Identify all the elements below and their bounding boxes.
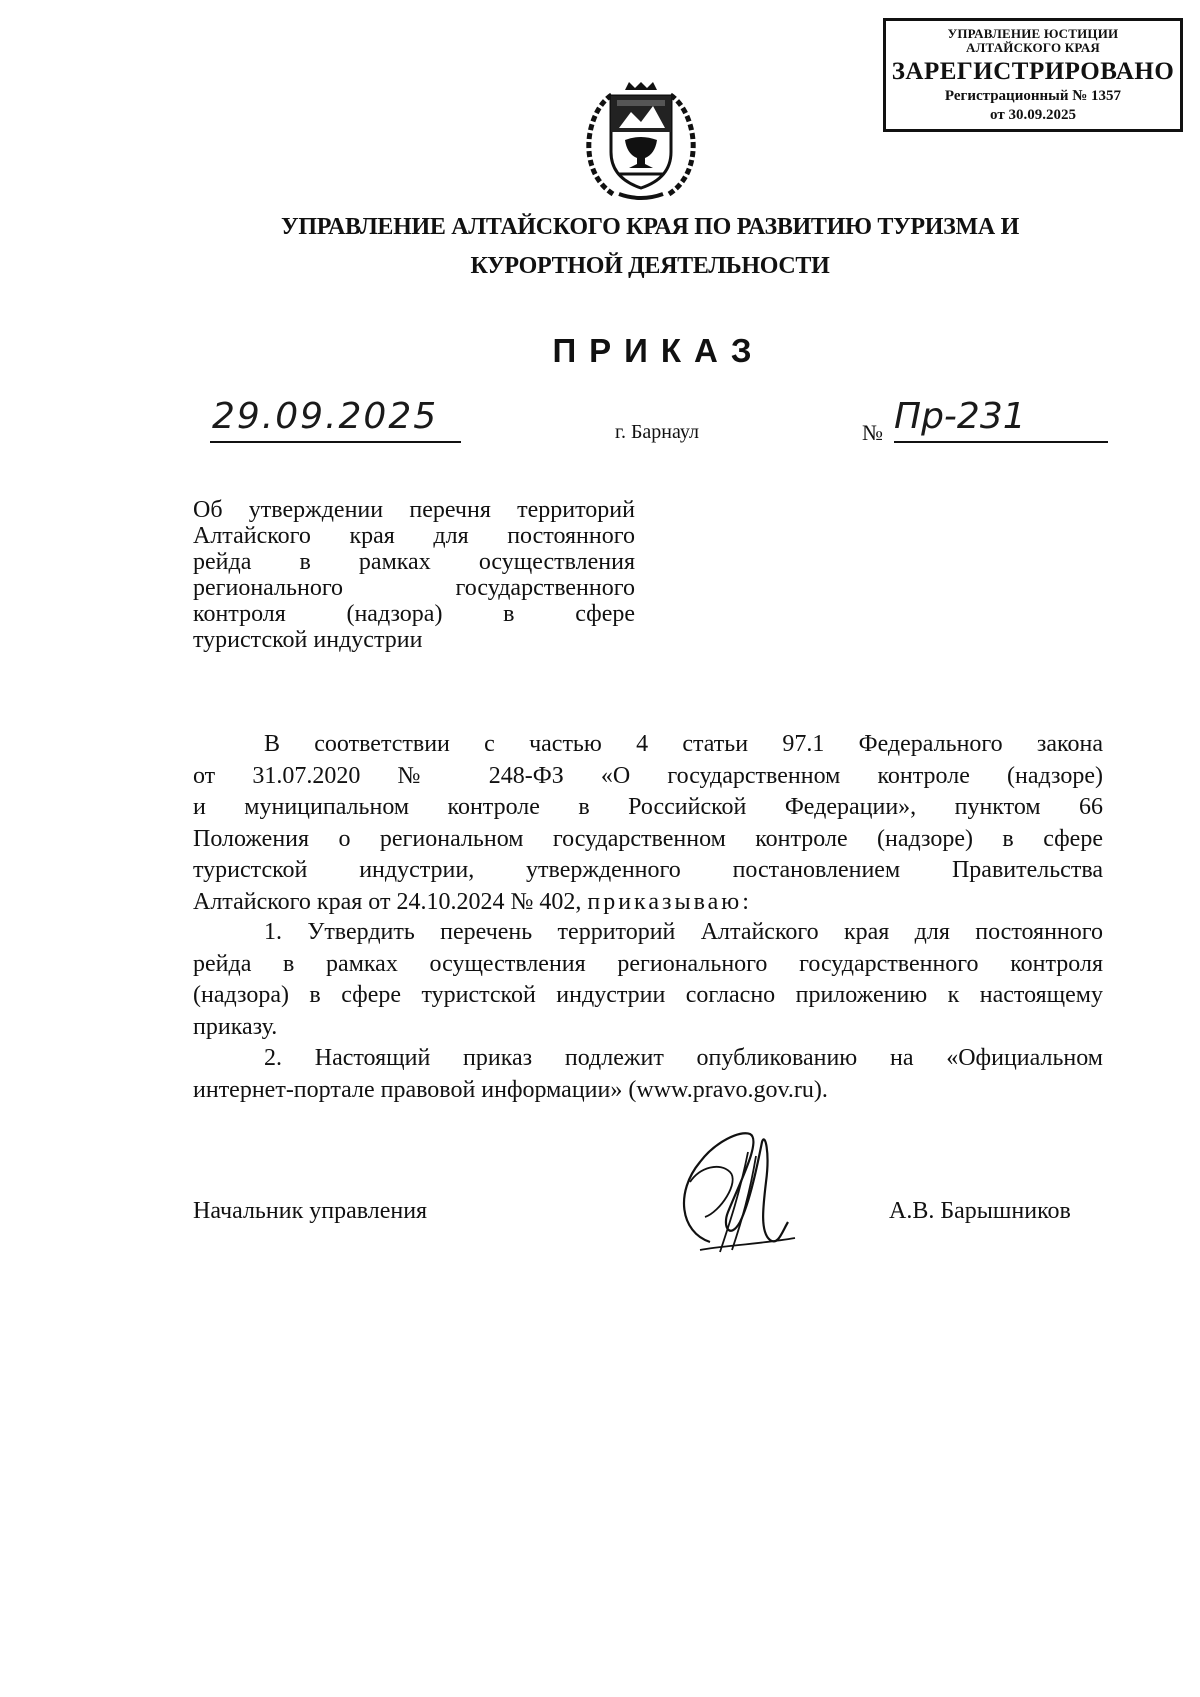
org-name-line2: КУРОРТНОЙ ДЕЯТЕЛЬНОСТИ bbox=[470, 253, 830, 279]
subject-line: Об утверждении перечня территорий bbox=[193, 497, 635, 523]
subject-line: регионального государственного bbox=[193, 575, 635, 601]
order-number: Пр-231 bbox=[894, 396, 1026, 437]
number-underline bbox=[894, 441, 1108, 443]
document-type-title: ПРИКАЗ bbox=[552, 332, 765, 369]
org-name-line1: УПРАВЛЕНИЕ АЛТАЙСКОГО КРАЯ ПО РАЗВИТИЮ ТУРИЗМА И bbox=[281, 214, 1019, 240]
signature-icon bbox=[670, 1122, 800, 1262]
body-line: Положения о региональном государственном контроле (надзоре) в сфере bbox=[193, 825, 1103, 852]
stamp-reg-number: Регистрационный № 1357 bbox=[944, 88, 1122, 104]
body-line: (надзора) в сфере туристской индустрии согласно приложению к настоящему bbox=[193, 982, 1103, 1009]
stamp-reg-date: от 30.09.2025 bbox=[990, 107, 1076, 123]
body-line-text: Алтайского края от 24.10.2024 № 402, bbox=[193, 888, 582, 915]
body-line: от 31.07.2020 № 248-ФЗ «О государственном контроле (надзоре) bbox=[193, 762, 1103, 789]
stamp-line2: АЛТАЙСКОГО КРАЯ bbox=[966, 40, 1100, 55]
registration-stamp bbox=[883, 18, 1183, 132]
stamp-line1: УПРАВЛЕНИЕ ЮСТИЦИИ bbox=[947, 26, 1119, 41]
stamp-title: ЗАРЕГИСТРИРОВАНО bbox=[891, 58, 1175, 85]
body-line: туристской индустрии, утвержденного постановлением Правительства bbox=[193, 857, 1103, 884]
body-line bbox=[193, 887, 1103, 919]
body-line: интернет-портале правовой информации» (www.pravo.gov.ru). bbox=[193, 1076, 828, 1103]
body-line: и муниципальном контроле в Российской Федерации», пунктом 66 bbox=[193, 794, 1103, 821]
number-sign: № bbox=[862, 420, 883, 445]
subject-line: рейда в рамках осуществления bbox=[193, 549, 635, 575]
body-line: рейда в рамках осуществления регионального государственного контроля bbox=[193, 950, 1103, 977]
order-subject bbox=[193, 497, 635, 653]
signatory-name: А.В. Барышников bbox=[889, 1198, 1071, 1224]
clause-2 bbox=[193, 1043, 1103, 1106]
preamble-paragraph bbox=[193, 729, 1103, 919]
order-date: 29.09.2025 bbox=[212, 396, 439, 437]
subject-line: Алтайского края для постоянного bbox=[193, 523, 635, 549]
body-line: 1. Утвердить перечень территорий Алтайского края для постоянного bbox=[264, 919, 1103, 945]
date-underline bbox=[210, 441, 461, 443]
body-line: приказу. bbox=[193, 1013, 278, 1040]
body-line: 2. Настоящий приказ подлежит опубликованию на «Официальном bbox=[264, 1045, 1103, 1071]
signatory-position: Начальник управления bbox=[193, 1198, 428, 1224]
coat-of-arms-icon bbox=[583, 82, 699, 202]
subject-line: туристской индустрии bbox=[193, 627, 423, 653]
clause-1 bbox=[193, 917, 1103, 1043]
body-line: В соответствии с частью 4 статьи 97.1 Федерального закона bbox=[264, 731, 1103, 757]
order-verb: приказываю: bbox=[587, 888, 752, 915]
city: г. Барнаул bbox=[615, 421, 699, 443]
subject-line: контроля (надзора) в сфере bbox=[193, 601, 635, 627]
